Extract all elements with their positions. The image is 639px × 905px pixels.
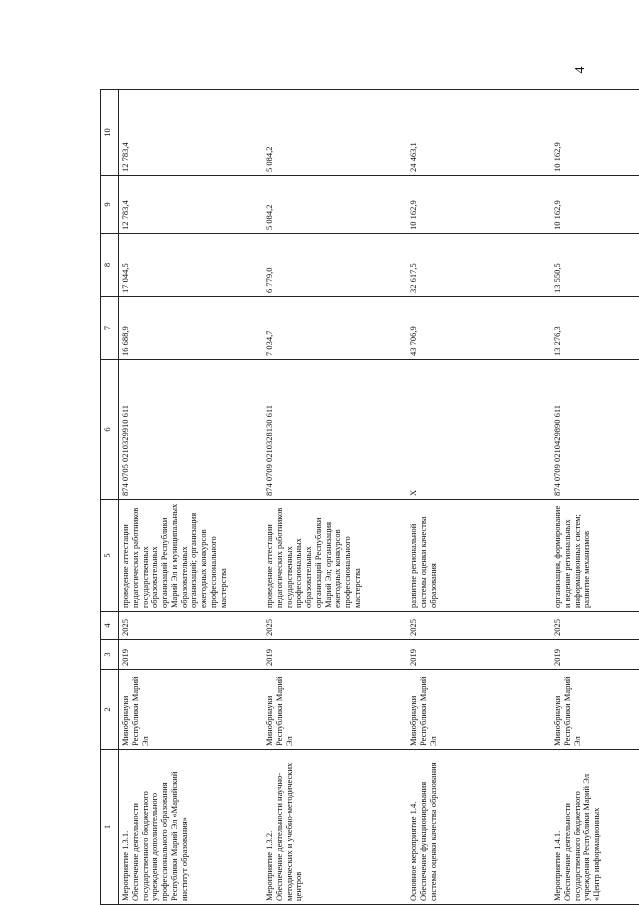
measure-name: Мероприятие 1.4.1. Обеспечение деятельности государственного бюджетного учреждения Республики Марий Эл «Центр информационных [551,750,639,905]
rotated-table-container [100,90,620,905]
value-col-10: 10 162,9 [551,90,639,176]
responsible-executor: Минобрнауки Республики Марий Эл [551,670,639,750]
value-col-9: 10 162,9 [551,176,639,234]
value-col-7: 43 706,9 [407,297,551,360]
table-row [119,90,264,905]
page-number: 4 [573,66,588,74]
measure-name: Основное мероприятие 1.4. Обеспечение функционирования системы оценки качества образования [407,750,551,905]
column-header-7: 7 [101,297,119,360]
value-col-9: 5 084,2 [263,176,407,234]
column-header-9: 9 [101,176,119,234]
start-year: 2019 [407,640,551,670]
value-col-10: 12 783,4 [119,90,264,176]
value-col-7: 13 276,3 [551,297,639,360]
column-header-1: 1 [101,750,119,905]
table-row [407,90,551,905]
responsible-executor: Минобрнауки Республики Марий Эл [119,670,264,750]
table-row [551,90,639,905]
value-col-10: 24 463,1 [407,90,551,176]
value-col-7: 16 688,9 [119,297,264,360]
value-col-8: 6 779,0 [263,234,407,297]
end-year: 2025 [551,612,639,640]
column-header-8: 8 [101,234,119,297]
value-col-7: 7 034,7 [263,297,407,360]
budget-classification-code: Х [407,360,551,500]
budget-classification-code: 874 0705 0210329910 611 [119,360,264,500]
budget-classification-code: 874 0709 0210429890 611 [551,360,639,500]
value-col-8: 13 550,5 [551,234,639,297]
expected-result: проведение аттестации педагогических работников государственных профессиональных образовательных организаций Республики Марий Эл; организация ежегодных конкурсов профессионального мастерства [263,500,407,612]
column-header-5: 5 [101,500,119,612]
value-col-10: 5 084,2 [263,90,407,176]
column-header-3: 3 [101,640,119,670]
table-row [263,90,407,905]
end-year: 2025 [263,612,407,640]
value-col-9: 12 783,4 [119,176,264,234]
start-year: 2019 [119,640,264,670]
expected-result: развитие региональной системы оценки качества образования [407,500,551,612]
column-header-10: 10 [101,90,119,176]
value-col-9: 10 162,9 [407,176,551,234]
responsible-executor: Минобрнауки Республики Марий Эл [407,670,551,750]
measure-name: Мероприятие 1.3.2. Обеспечение деятельности научно-методических и учебно-методических центров [263,750,407,905]
column-header-4: 4 [101,612,119,640]
budget-classification-code: 874 0709 0210328130 611 [263,360,407,500]
expected-result: организация, формирование и ведение региональных информационных систем; развитие механизмов [551,500,639,612]
program-measures-table [100,89,639,905]
value-col-8: 17 044,5 [119,234,264,297]
value-col-8: 32 617,5 [407,234,551,297]
end-year: 2025 [407,612,551,640]
expected-result: проведение аттестации педагогических работников государственных образовательных организаций Республики Марий Эл и муниципальных образовательных организаций; организация ежегодных конкурсов профессионального мастерства [119,500,264,612]
start-year: 2019 [551,640,639,670]
column-header-2: 2 [101,670,119,750]
column-header-6: 6 [101,360,119,500]
responsible-executor: Минобрнауки Республики Марий Эл [263,670,407,750]
start-year: 2019 [263,640,407,670]
header-row [101,90,119,905]
end-year: 2025 [119,612,264,640]
measure-name: Мероприятие 1.3.1. Обеспечение деятельности государственного бюджетного учреждения дополнительного профессионального образования Республики Марий Эл «Марийский институт образования» [119,750,264,905]
